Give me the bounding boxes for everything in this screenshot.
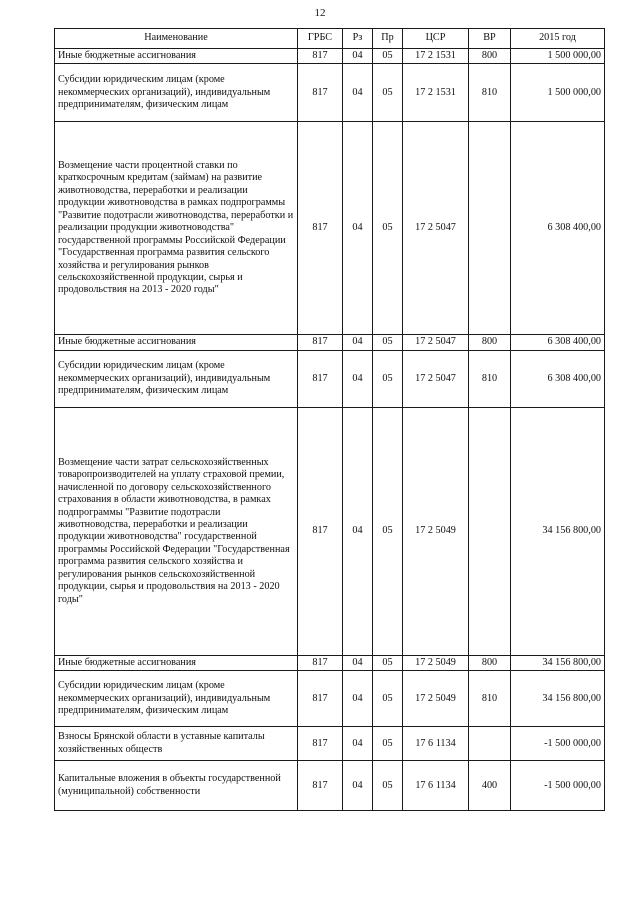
header-pr: Пр xyxy=(373,29,403,49)
cell-name: Иные бюджетные ассигнования xyxy=(55,49,298,64)
cell-pr: 05 xyxy=(373,335,403,350)
cell-pr: 05 xyxy=(373,49,403,64)
cell-name: Возмещение части затрат сельскохозяйственных товаропроизводителей на уплату страховой премии, начисленной по договору сельскохозяйственного страхования в области животноводства, в рамках подпрограммы "Развитие подотрасли животноводства, переработки и реализации продукции животноводства" государственной программы Российской Федерации "Государственная программа развития сельского хозяйства и регулирования рынков сельскохозяйственной продукции, сырья и продовольствия на 2013 - 2020 годы" xyxy=(55,407,298,655)
cell-rz: 04 xyxy=(343,761,373,811)
cell-rz: 04 xyxy=(343,727,373,761)
cell-pr: 05 xyxy=(373,407,403,655)
cell-pr: 05 xyxy=(373,122,403,335)
table-row xyxy=(55,122,605,335)
cell-name: Иные бюджетные ассигнования xyxy=(55,655,298,670)
cell-grbs: 817 xyxy=(298,49,343,64)
cell-pr: 05 xyxy=(373,727,403,761)
table-row xyxy=(55,49,605,64)
cell-pr: 05 xyxy=(373,671,403,727)
table-row xyxy=(55,727,605,761)
cell-amount: 1 500 000,00 xyxy=(511,49,605,64)
cell-rz: 04 xyxy=(343,407,373,655)
cell-csr: 17 2 5049 xyxy=(403,655,469,670)
cell-name: Субсидии юридическим лицам (кроме некоммерческих организаций), индивидуальным предпринимателям, физическим лицам xyxy=(55,671,298,727)
cell-grbs: 817 xyxy=(298,761,343,811)
cell-vr xyxy=(469,407,511,655)
cell-amount: 34 156 800,00 xyxy=(511,407,605,655)
cell-csr: 17 2 5047 xyxy=(403,335,469,350)
cell-name: Возмещение части процентной ставки по краткосрочным кредитам (займам) на развитие животноводства, переработки и реализации продукции животноводства в рамках подпрограммы "Развитие подотрасли животноводства, переработки и реализации продукции животноводства" государственной программы Российской Федерации "Государственная программа развития сельского хозяйства и регулирования рынков сельскохозяйственной продукции, сырья и продовольствия на 2013 - 2020 годы" xyxy=(55,122,298,335)
table-row xyxy=(55,655,605,670)
table-row xyxy=(55,761,605,811)
cell-amount: 1 500 000,00 xyxy=(511,64,605,122)
cell-grbs: 817 xyxy=(298,407,343,655)
budget-table xyxy=(54,28,605,811)
cell-amount: 34 156 800,00 xyxy=(511,655,605,670)
cell-name: Взносы Брянской области в уставные капиталы хозяйственных обществ xyxy=(55,727,298,761)
cell-amount: 6 308 400,00 xyxy=(511,350,605,407)
header-vr: ВР xyxy=(469,29,511,49)
cell-grbs: 817 xyxy=(298,655,343,670)
header-rz: Рз xyxy=(343,29,373,49)
cell-grbs: 817 xyxy=(298,671,343,727)
cell-grbs: 817 xyxy=(298,122,343,335)
cell-grbs: 817 xyxy=(298,64,343,122)
cell-vr: 800 xyxy=(469,655,511,670)
cell-pr: 05 xyxy=(373,350,403,407)
cell-vr xyxy=(469,727,511,761)
cell-csr: 17 2 5049 xyxy=(403,407,469,655)
cell-name: Иные бюджетные ассигнования xyxy=(55,335,298,350)
table-row xyxy=(55,350,605,407)
cell-csr: 17 6 1134 xyxy=(403,761,469,811)
page-number: 12 xyxy=(314,7,326,19)
header-csr: ЦСР xyxy=(403,29,469,49)
cell-vr: 810 xyxy=(469,671,511,727)
cell-vr: 400 xyxy=(469,761,511,811)
cell-csr: 17 2 5047 xyxy=(403,122,469,335)
cell-amount: 6 308 400,00 xyxy=(511,335,605,350)
cell-amount: -1 500 000,00 xyxy=(511,727,605,761)
cell-rz: 04 xyxy=(343,350,373,407)
cell-vr: 800 xyxy=(469,49,511,64)
cell-vr: 810 xyxy=(469,64,511,122)
header-row xyxy=(55,29,605,49)
cell-rz: 04 xyxy=(343,655,373,670)
cell-name: Субсидии юридическим лицам (кроме некоммерческих организаций), индивидуальным предпринимателям, физическим лицам xyxy=(55,350,298,407)
header-amount: 2015 год xyxy=(511,29,605,49)
cell-name: Капитальные вложения в объекты государственной (муниципальной) собственности xyxy=(55,761,298,811)
cell-csr: 17 2 5047 xyxy=(403,350,469,407)
cell-vr xyxy=(469,122,511,335)
cell-amount: 6 308 400,00 xyxy=(511,122,605,335)
cell-rz: 04 xyxy=(343,122,373,335)
cell-grbs: 817 xyxy=(298,350,343,407)
header-name: Наименование xyxy=(55,29,298,49)
cell-rz: 04 xyxy=(343,49,373,64)
cell-pr: 05 xyxy=(373,64,403,122)
cell-rz: 04 xyxy=(343,335,373,350)
cell-vr: 810 xyxy=(469,350,511,407)
cell-rz: 04 xyxy=(343,64,373,122)
cell-grbs: 817 xyxy=(298,335,343,350)
cell-rz: 04 xyxy=(343,671,373,727)
cell-name: Субсидии юридическим лицам (кроме некоммерческих организаций), индивидуальным предпринимателям, физическим лицам xyxy=(55,64,298,122)
cell-csr: 17 2 1531 xyxy=(403,64,469,122)
cell-pr: 05 xyxy=(373,655,403,670)
cell-csr: 17 2 1531 xyxy=(403,49,469,64)
cell-amount: 34 156 800,00 xyxy=(511,671,605,727)
table-row xyxy=(55,335,605,350)
cell-csr: 17 2 5049 xyxy=(403,671,469,727)
cell-vr: 800 xyxy=(469,335,511,350)
cell-grbs: 817 xyxy=(298,727,343,761)
table-row xyxy=(55,671,605,727)
cell-pr: 05 xyxy=(373,761,403,811)
table-row xyxy=(55,407,605,655)
table-row xyxy=(55,64,605,122)
cell-amount: -1 500 000,00 xyxy=(511,761,605,811)
cell-csr: 17 6 1134 xyxy=(403,727,469,761)
header-grbs: ГРБС xyxy=(298,29,343,49)
